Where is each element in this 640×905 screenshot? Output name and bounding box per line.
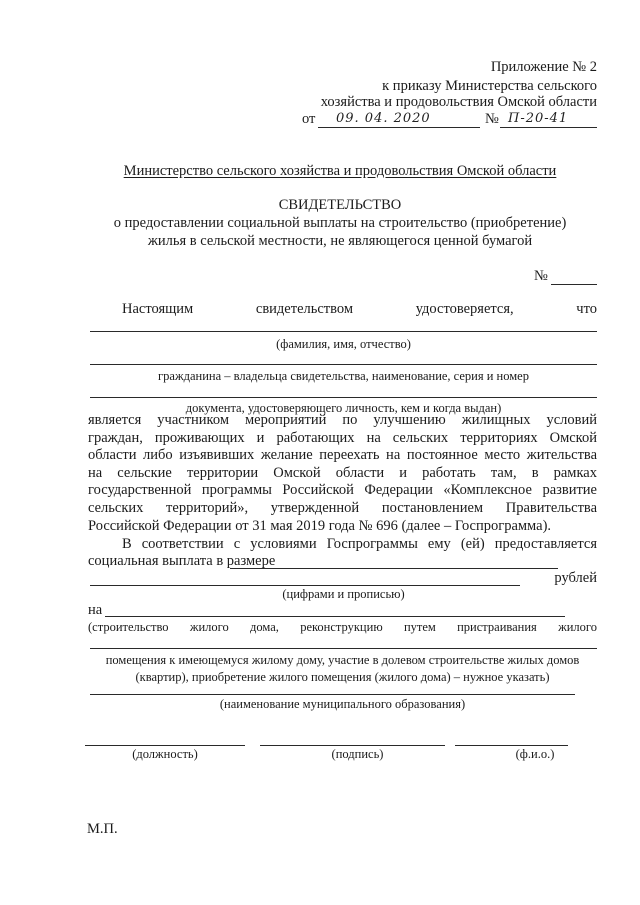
order-number: П-20-41: [508, 111, 569, 126]
amount-hint: (цифрами и прописью): [282, 587, 405, 601]
currency-label: рублей: [554, 570, 597, 586]
purpose-line-2: [90, 648, 597, 649]
purpose-hint-2: помещения к имеющемуся жилому дому, участие в долевом строительстве жилых домов: [105, 653, 580, 667]
order-number-underline: [500, 127, 597, 128]
paragraph-line: на сельские территории Омской области и работать там, в рамках: [88, 465, 597, 481]
purpose-hint-3: (квартир), приобретение жилого помещения (жилого дома) – нужное указать): [135, 670, 550, 684]
purpose-prefix: на: [88, 602, 103, 618]
order-date: 09. 04. 2020: [336, 111, 431, 126]
document-line-2: [90, 397, 597, 398]
paragraph-line: области либо изъявивших желание переехать на постоянное место жительства: [88, 447, 597, 463]
order-line-2: хозяйства и продовольствия Омской области: [320, 94, 597, 110]
document-subtitle-line-1: о предоставлении социальной выплаты на строительство (приобретение): [113, 215, 567, 231]
grant-line-1: В соответствии с условиями Госпрограммы ему (ей) предоставляется: [122, 536, 597, 552]
stamp-placeholder: М.П.: [87, 821, 118, 837]
full-name-hint: (фамилия, имя, отчество): [276, 337, 411, 351]
paragraph-line: Российской Федерации от 31 мая 2019 года № 696 (далее – Госпрограмма).: [88, 518, 552, 534]
full-name-line: [90, 331, 597, 332]
position-signature-line: [85, 745, 245, 746]
date-label: от: [302, 111, 316, 127]
order-line-1: к приказу Министерства сельского: [382, 78, 597, 94]
document-hint-1: гражданина – владельца свидетельства, наименование, серия и номер: [158, 369, 529, 383]
signature-hint: (подпись): [331, 747, 384, 761]
position-hint: (должность): [132, 747, 198, 761]
purpose-hint-1: (строительство жилого дома, реконструкцию путем пристраивания жилого: [88, 620, 597, 634]
intro-line: Настоящим свидетельством удостоверяется, что: [122, 301, 597, 317]
order-number-label: №: [485, 111, 499, 127]
document-subtitle-line-2: жилья в сельской местности, не являющегося ценной бумагой: [147, 233, 533, 249]
municipality-line: [90, 694, 575, 695]
amount-line-2: [90, 585, 520, 586]
ministry-name: Министерство сельского хозяйства и продовольствия Омской области: [123, 163, 557, 179]
signature-line: [260, 745, 445, 746]
date-underline: [318, 127, 480, 128]
paragraph-line: граждан, проживающих и работающих на сельских территориях Омской: [88, 430, 597, 446]
fio-hint: (ф.и.о.): [515, 747, 555, 761]
certificate-number-label: №: [534, 268, 548, 284]
amount-line-1: [230, 568, 558, 569]
appendix-title: Приложение № 2: [490, 59, 597, 75]
purpose-line: [105, 616, 565, 617]
document-line-1: [90, 364, 597, 365]
fio-signature-line: [455, 745, 568, 746]
paragraph-line: является участником мероприятий по улучшению жилищных условий: [88, 412, 597, 428]
document-title: СВИДЕТЕЛЬСТВО: [278, 197, 402, 213]
grant-line-2: социальная выплата в размере: [88, 553, 276, 569]
paragraph-line: государственной программы Российской Федерации «Комплексное развитие: [88, 482, 597, 498]
document-hint-2: документа, удостоверяющего личность, кем и когда выдан): [185, 401, 502, 415]
municipality-hint: (наименование муниципального образования): [219, 697, 466, 711]
paragraph-line: сельских территорий», утвержденной постановлением Правительства: [88, 500, 597, 516]
certificate-number-underline: [551, 284, 597, 285]
